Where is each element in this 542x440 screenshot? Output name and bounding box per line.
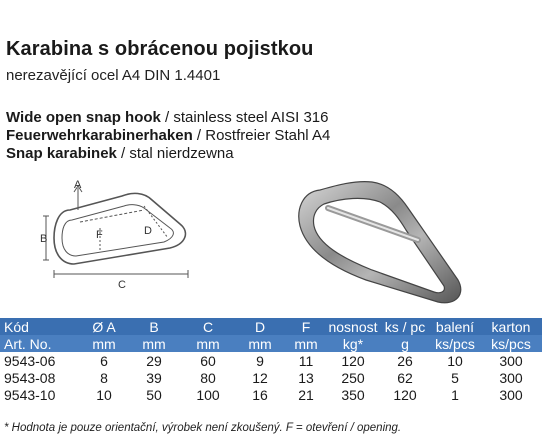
cell-b: 29 xyxy=(146,352,162,369)
header-a: Ø A xyxy=(82,318,126,335)
cell-b: 50 xyxy=(146,386,162,403)
cell-load: 250 xyxy=(341,369,365,386)
translation-pl-material: / stal nierdzewna xyxy=(116,145,234,162)
cell-c: 80 xyxy=(200,369,216,386)
spec-table xyxy=(0,318,542,403)
cell-code: 9543-10 xyxy=(4,386,56,403)
unit-d: mm xyxy=(234,335,286,352)
cell-code: 9543-06 xyxy=(4,352,56,369)
header-c: C xyxy=(182,318,234,335)
label-c: C xyxy=(118,279,126,291)
header-load: nosnost xyxy=(326,318,380,335)
footnote: * Hodnota je pouze orientační, výrobek není zkoušený. F = otevření / opening. xyxy=(4,422,402,434)
cell-carton: 300 xyxy=(499,386,523,403)
translation-pl xyxy=(6,145,234,162)
cell-code: 9543-08 xyxy=(4,369,56,386)
label-a: A xyxy=(74,179,82,191)
header-f: F xyxy=(286,318,326,335)
cell-f: 13 xyxy=(298,369,314,386)
table-header-row xyxy=(0,318,542,335)
header-code: Kód xyxy=(0,318,82,335)
cell-c: 100 xyxy=(196,386,220,403)
cell-d: 16 xyxy=(252,386,268,403)
unit-weight: g xyxy=(380,335,430,352)
header-b: B xyxy=(126,318,182,335)
unit-pack: ks/pcs xyxy=(430,335,480,352)
translation-en-material: / stainless steel AISI 316 xyxy=(160,109,329,126)
cell-f: 21 xyxy=(298,386,314,403)
cell-d: 12 xyxy=(252,369,268,386)
cell-pack: 1 xyxy=(451,386,459,403)
cell-f: 11 xyxy=(298,352,314,369)
translation-en-name: Wide open snap hook xyxy=(6,109,161,126)
cell-c: 60 xyxy=(200,352,216,369)
cell-weight: 26 xyxy=(397,352,413,369)
cell-load: 120 xyxy=(341,352,365,369)
translation-de-material: / Rostfreier Stahl A4 xyxy=(192,127,331,144)
cell-a: 10 xyxy=(96,386,112,403)
unit-a: mm xyxy=(82,335,126,352)
product-photo xyxy=(288,168,488,308)
table-row xyxy=(0,352,542,369)
translation-de-name: Feuerwehrkarabinerhaken xyxy=(6,127,193,144)
cell-carton: 300 xyxy=(499,352,523,369)
cell-weight: 120 xyxy=(393,386,417,403)
cell-carton: 300 xyxy=(499,369,523,386)
header-d: D xyxy=(234,318,286,335)
unit-code: Art. No. xyxy=(0,335,82,352)
cell-pack: 5 xyxy=(451,369,459,386)
header-pack: balení xyxy=(430,318,480,335)
translation-de xyxy=(6,127,330,144)
cell-pack: 10 xyxy=(447,352,463,369)
table-unit-row xyxy=(0,335,542,352)
cell-load: 350 xyxy=(341,386,365,403)
cell-a: 8 xyxy=(100,369,108,386)
translation-en xyxy=(6,109,328,126)
page-title: Karabina s obrácenou pojistkou xyxy=(6,38,314,60)
header-weight: ks / pc xyxy=(380,318,430,335)
unit-load: kg* xyxy=(326,335,380,352)
header-carton: karton xyxy=(480,318,542,335)
dimension-drawing xyxy=(40,178,210,293)
label-b: B xyxy=(40,233,48,245)
cell-a: 6 xyxy=(100,352,108,369)
table-row xyxy=(0,386,542,403)
label-f: F xyxy=(96,229,103,241)
unit-c: mm xyxy=(182,335,234,352)
unit-b: mm xyxy=(126,335,182,352)
label-d: D xyxy=(144,225,152,237)
translation-pl-name: Snap karabinek xyxy=(6,145,117,162)
cell-d: 9 xyxy=(256,352,264,369)
table-row xyxy=(0,369,542,386)
cell-weight: 62 xyxy=(397,369,413,386)
unit-f: mm xyxy=(286,335,326,352)
unit-carton: ks/pcs xyxy=(480,335,542,352)
page-subtitle: nerezavějící ocel A4 DIN 1.4401 xyxy=(6,67,221,84)
cell-b: 39 xyxy=(146,369,162,386)
